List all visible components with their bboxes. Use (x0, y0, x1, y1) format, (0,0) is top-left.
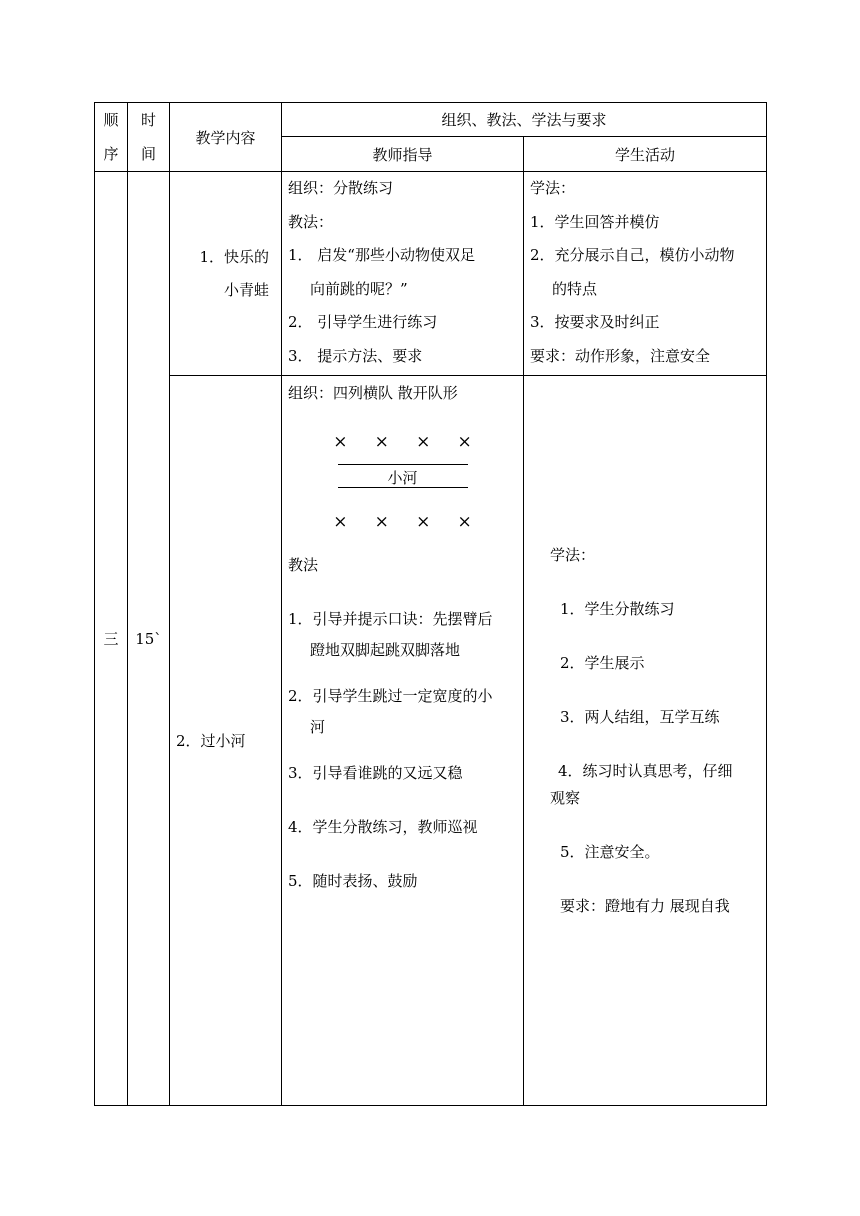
student-step: 3．两人结组，互学互练 (560, 708, 720, 726)
student-step: 5．注意安全。 (560, 843, 660, 861)
item1-student-cell (524, 172, 767, 376)
item1-teacher-line: 2． 引导学生进行练习 (288, 313, 438, 331)
item1-student-line: 2．充分展示自己，模仿小动物 (530, 246, 735, 264)
item2-title-cell: 2．过小河 (170, 376, 282, 1106)
student-title: 学法： (550, 546, 596, 564)
item2-student-cell (524, 376, 767, 1106)
student-step: 4．练习时认真思考，仔细 (558, 762, 733, 780)
section-time: 15` (128, 172, 170, 1106)
header-time (128, 103, 170, 172)
method-step: 5．随时表扬、鼓励 (288, 872, 418, 890)
student-mark: × (457, 432, 472, 452)
item1-teacher-line: 1． 启发“那些小动物使双足 (288, 246, 475, 264)
formation-row-2 (288, 506, 517, 538)
header-org-methods: 组织、教法、学法与要求 (282, 103, 767, 137)
formation-row-1 (288, 426, 517, 458)
method-step: 2．引导学生跳过一定宽度的小 (288, 687, 493, 705)
item2-org: 组织：四列横队 散开队形 (288, 384, 458, 402)
header-seq-char-2: 序 (103, 145, 119, 163)
header-time-char-2: 间 (140, 145, 156, 163)
item1-student-line: 学法： (530, 179, 576, 197)
item1-student-line: 3．按要求及时纠正 (530, 313, 660, 331)
student-step: 1．学生分散练习 (560, 600, 675, 618)
header-seq-char-1: 顺 (103, 111, 119, 129)
item1-title-cell (170, 172, 282, 376)
student-requirement: 要求：蹬地有力 展现自我 (560, 897, 730, 915)
item2-teacher-cell (282, 376, 524, 1106)
item1-teacher-cell (282, 172, 524, 376)
item1-student-line: 的特点 (552, 279, 598, 298)
method-step: 蹬地双脚起跳双脚落地 (310, 641, 461, 659)
student-mark: × (333, 512, 348, 532)
item1-title-line2: 小青蛙 (223, 280, 269, 299)
header-teacher: 教师指导 (282, 137, 524, 172)
item1-teacher-line: 组织：分散练习 (288, 179, 394, 197)
header-student: 学生活动 (524, 137, 767, 172)
item1-student-line: 1．学生回答并模仿 (530, 212, 660, 231)
river: 小河 (338, 464, 468, 488)
item1-teacher-line: 3． 提示方法、要求 (288, 346, 423, 365)
method-step: 3．引导看谁跳的又远又稳 (288, 764, 463, 782)
method-step: 1．引导并提示口诀：先摆臂后 (288, 610, 493, 628)
section-number: 三 (95, 172, 128, 1106)
method-step: 4．学生分散练习，教师巡视 (288, 818, 478, 836)
item1-teacher-line: 向前跳的呢？” (310, 279, 408, 298)
student-mark: × (457, 512, 472, 532)
student-mark: × (333, 432, 348, 452)
header-seq (95, 103, 128, 172)
item1-teacher-line: 教法： (288, 212, 334, 231)
method-title: 教法 (288, 556, 319, 574)
header-content: 教学内容 (170, 103, 282, 172)
student-step: 观察 (550, 789, 581, 807)
student-mark: × (374, 512, 389, 532)
method-step: 河 (310, 718, 326, 736)
item1-title-line1: 1．快乐的 (199, 247, 269, 266)
student-mark: × (416, 432, 431, 452)
lesson-plan-table (94, 102, 767, 1106)
item1-student-line: 要求：动作形象，注意安全 (530, 346, 711, 365)
student-mark: × (374, 432, 389, 452)
header-time-char-1: 时 (140, 111, 156, 129)
student-step: 2．学生展示 (560, 654, 645, 672)
student-mark: × (416, 512, 431, 532)
